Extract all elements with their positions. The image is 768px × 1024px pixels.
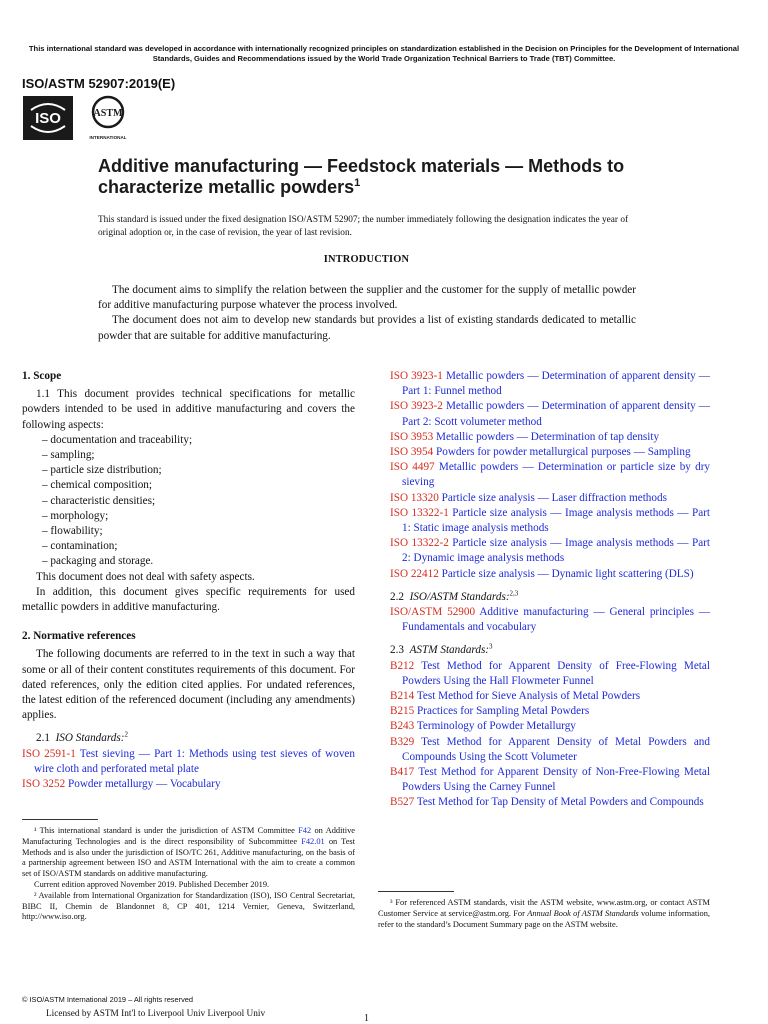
reference-entry[interactable]: ISO 3923-1 Metallic powders — Determination of apparent density — Part 1: Funnel method: [390, 370, 710, 398]
astm-logo-icon: [88, 94, 128, 142]
list-item: – morphology;: [42, 509, 109, 522]
reference-entry[interactable]: ISO 3954 Powders for powder metallurgical purposes — Sampling: [390, 446, 691, 459]
reference-entry[interactable]: ISO 13322-1 Particle size analysis — Image analysis methods — Part 1: Static image analysis methods: [390, 506, 710, 535]
footnotes-left: [22, 826, 355, 923]
intro-paragraph: The document does not aim to develop new standards but provides a list of existing standards dedicated to metallic powder that are suitable for additive manufacturing.: [98, 314, 636, 342]
iso-logo-icon: [23, 96, 73, 140]
footnote-divider: [22, 819, 98, 820]
normative-paragraph: The following documents are referred to in the text in such a way that some or all of their content constitutes requirements of this document. For dated references, only the edition cited applies. For undated references, the latest edition of the referenced document (including any amendments) applies.: [22, 648, 355, 722]
reference-entry[interactable]: B243 Terminology of Powder Metallurgy: [390, 720, 576, 733]
astm-standards-heading: 2.3 ASTM Standards:$^3$: [390, 642, 493, 657]
reference-entry[interactable]: B329 Test Method for Apparent Density of Metal Powders and Compounds Using the Scott Volumeter: [390, 735, 710, 763]
reference-entry[interactable]: B417 Test Method for Apparent Density of Non-Free-Flowing Metal Powders Using the Carney Funnel: [390, 766, 710, 794]
iso-standards-heading: 2.1 ISO Standards:$^2$: [36, 730, 128, 745]
list-item: – flowability;: [42, 525, 103, 538]
document-title: Additive manufacturing — Feedstock materials — Methods to characterize metallic powders$^1$: [98, 156, 625, 197]
reference-entry[interactable]: ISO/ASTM 52900 Additive manufacturing — General principles — Fundamentals and vocabulary: [390, 606, 711, 634]
scope-paragraph: This document does not deal with safety aspects.: [36, 570, 255, 583]
list-item: – chemical composition;: [42, 479, 152, 492]
reference-entry[interactable]: B212 Test Method for Apparent Density of Free-Flowing Metal Powders Using the Hall Flowmeter Funnel: [390, 659, 710, 687]
fixed-designation-note: This standard is issued under the fixed designation ISO/ASTM 52907; the number immediately following the designation indicates the year of original adoption or, in the case of revision, the year of last revision.: [98, 215, 629, 238]
reference-entry[interactable]: B527 Test Method for Tap Density of Metal Powders and Compounds: [390, 796, 704, 809]
page-number: 1: [364, 1013, 369, 1024]
scope-paragraph: In addition, this document gives specific requirements for used metallic powders in additive manufacturing.: [22, 585, 355, 614]
list-item: – documentation and traceability;: [42, 433, 193, 446]
reference-entry[interactable]: B214 Test Method for Sieve Analysis of Metal Powders: [390, 690, 641, 703]
right-column: [390, 369, 710, 811]
footnote-2: ² Available from International Organization for Standardization (ISO), ISO Central Secretariat, BIBC II, Chemin de Blandonnet 8, CP 401, 1214 Vernier, Geneva, Switzerland, http://www.iso.org.: [22, 890, 355, 922]
footnotes-right: [378, 898, 710, 930]
svg-text:ASTM: ASTM: [93, 108, 123, 119]
left-column: [22, 369, 355, 792]
reference-entry[interactable]: ISO 13320 Particle size analysis — Laser diffraction methods: [390, 491, 667, 504]
reference-entry[interactable]: ISO 4497 Metallic powders — Determination or particle size by dry sieving: [390, 461, 711, 489]
list-item: – packaging and storage.: [42, 555, 154, 568]
list-item: – particle size distribution;: [42, 464, 162, 477]
committee-link[interactable]: F42: [298, 826, 312, 835]
normative-references-heading: 2. Normative references: [22, 630, 136, 643]
isoastm-standards-heading: 2.2 ISO/ASTM Standards:$^{2,3}$: [390, 589, 519, 603]
reference-entry[interactable]: ISO 3953 Metallic powders — Determination of tap density: [390, 430, 660, 443]
list-item: – contamination;: [42, 540, 118, 553]
reference-entry[interactable]: ISO 13322-2 Particle size analysis — Image analysis methods — Part 2: Dynamic image analysis methods: [390, 537, 710, 565]
svg-text:ISO: ISO: [35, 110, 61, 127]
standard-designation: ISO/ASTM 52907:2019(E): [22, 76, 176, 91]
footnote-divider: [378, 891, 454, 892]
footnote-1: ¹ This international standard is under the jurisdiction of ASTM Committee F42 on Additive Manufacturing Technologies and is the direct responsibility of Subcommittee F42.01 on Test Methods and is also under the jurisdiction of ISO/TC 261, Additive manufacturing, on the basis of a partnership agreement between ISO and ASTM International with the aim to create a common set of ISO/ASTM standards on additive manufacturing.: [22, 826, 356, 879]
reference-entry[interactable]: ISO 3923-2 Metallic powders — Determination of apparent density — Part 2: Scott volumeter method: [390, 400, 710, 428]
introduction-heading: INTRODUCTION: [323, 254, 410, 265]
subcommittee-link[interactable]: F42.01: [301, 836, 325, 846]
svg-text:INTERNATIONAL: INTERNATIONAL: [89, 135, 127, 140]
reference-entry[interactable]: ISO 22412 Particle size analysis — Dynamic light scattering (DLS): [390, 567, 694, 580]
reference-entry[interactable]: ISO 2591-1 Test sieving — Part 1: Methods using test sieves of woven wire cloth and perforated metal plate: [22, 747, 355, 775]
introduction-body: [98, 283, 636, 344]
intro-paragraph: The document aims to simplify the relation between the supplier and the customer for the supply of metallic powder for additive manufacturing purpose whatever the process involved.: [98, 284, 636, 312]
reference-entry[interactable]: B215 Practices for Sampling Metal Powders: [390, 705, 590, 718]
wto-notice: This international standard was developed in accordance with internationally recognized principles on standardization established in the Decision on Principles for the Development of International Standards, Guides and Recommendations issued by the World Trade Organization Technical Barriers to Trade (TBT) Committee.: [28, 44, 740, 63]
footnote-3: ³ For referenced ASTM standards, visit the ASTM website, www.astm.org, or contact ASTM Customer Service at service@astm.org. For Annual Book of ASTM Standards volume information, refer to the standard’s Document Summary page on the ASTM website.: [378, 898, 710, 929]
footnote-edition: Current edition approved November 2019. Published December 2019.: [34, 879, 270, 889]
license-notice: Licensed by ASTM Int'l to Liverpool Univ Liverpool Univ: [46, 1009, 266, 1019]
scope-heading: 1. Scope: [22, 370, 62, 382]
copyright-notice: © ISO/ASTM International 2019 – All rights reserved: [22, 995, 193, 1004]
scope-aspects-list: [22, 433, 355, 570]
list-item: – sampling;: [42, 449, 95, 462]
scope-paragraph: 1.1 This document provides technical specifications for metallic powders intended to be used in additive manufacturing and covers the following aspects:: [22, 388, 355, 431]
reference-entry[interactable]: ISO 3252 Powder metallurgy — Vocabulary: [22, 778, 221, 791]
list-item: – characteristic densities;: [42, 494, 156, 507]
